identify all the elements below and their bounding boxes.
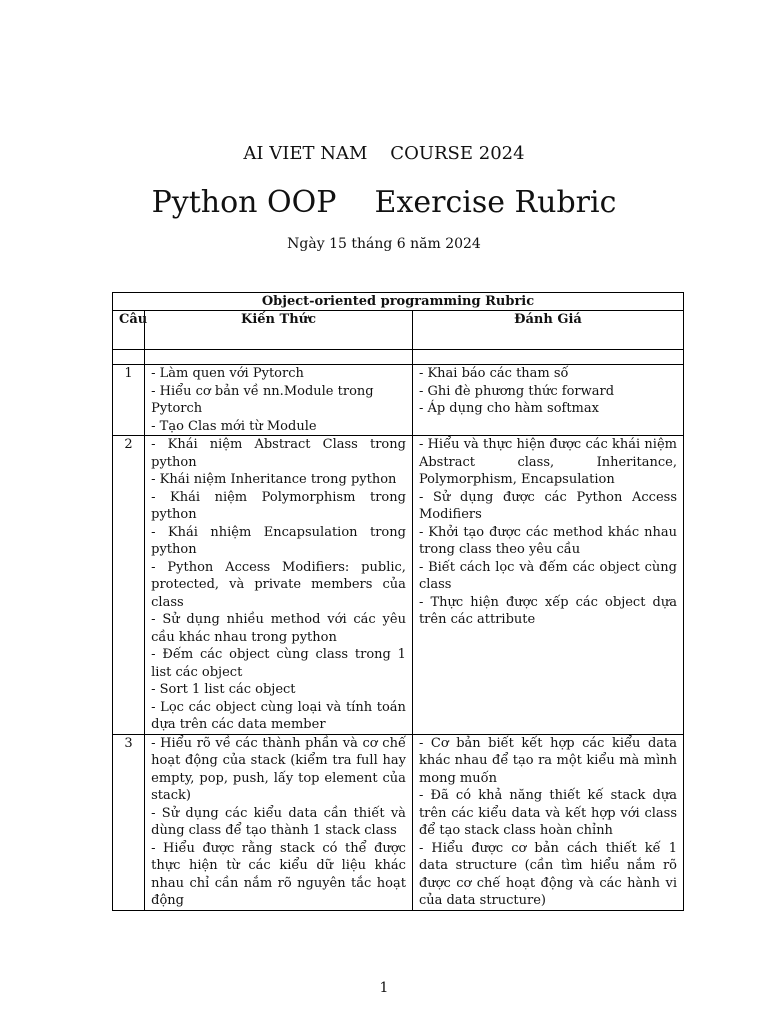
list-item: - Sử dụng được các Python Access Modifiers [418,489,677,522]
list-item: - Khái niệm Polymorphism trong python [151,489,406,522]
table-row [113,365,684,436]
column-header-kien-thuc: Kiến Thức [145,311,413,350]
list-item: - Khai báo các tham số [418,366,569,381]
spacer-cell [113,350,145,365]
list-item: - Lọc các object cùng loại và tính toán dựa trên các data member [151,699,406,732]
header-spacer-row [113,350,684,365]
list-item: - Cơ bản biết kết hợp các kiểu data khác nhau để tạo ra một kiểu mà mình mong muốn [418,735,677,786]
list-item: - Sử dụng nhiều method với các yêu cầu khác nhau trong python [151,612,406,645]
row-number: 1 [113,365,145,436]
table-row [113,734,684,910]
list-item: - Ghi đè phương thức forward [418,383,615,399]
danh-gia-cell [412,365,683,436]
page-number: 1 [379,980,389,996]
list-item: - Hiểu được rằng stack có thể được thực hiện từ các kiểu dữ liệu khác nhau chỉ cần nắm rõ nguyên tắc hoạt động [151,840,406,908]
list-item: - Đã có khả năng thiết kế stack dựa trên các kiểu data và kết hợp với class để tạo stack class hoàn chỉnh [418,788,677,838]
list-item: - Python Access Modifiers: public, protected, và private members của class [151,559,406,610]
list-item: - Áp dụng cho hàm softmax [418,401,599,416]
list-item: - Hiểu cơ bản về nn.Module trong Pytorch [151,383,374,416]
list-item: - Sort 1 list các object [151,682,296,697]
list-item: - Hiểu được cơ bản cách thiết kế 1 data structure (cần tìm hiểu nắm rõ được cơ chế hoạt động và các hành vi của data structure) [418,840,677,908]
list-item: - Hiểu và thực hiện được các khái niệm Abstract class, Inheritance, Polymorphism, Encapsulation [418,437,677,487]
page-title: Python OOP Exercise Rubric [151,185,617,220]
kien-thuc-cell [145,734,413,910]
kien-thuc-cell [145,365,413,436]
column-header-danh-gia: Đánh Giá [412,311,683,350]
list-item: - Khái nhiệm Encapsulation trong python [151,524,406,557]
list-item: - Hiểu rõ về các thành phần và cơ chế hoạt động của stack (kiểm tra full hay empty, pop, push, lấy top element của stack) [151,735,406,803]
column-header-cau: Câu [113,311,145,350]
list-item: - Khái niệm Abstract Class trong python [151,437,406,470]
list-item: - Sử dụng các kiểu data cần thiết và dùng class để tạo thành 1 stack class [151,805,406,838]
list-item: - Biết cách lọc và đếm các object cùng class [418,559,677,592]
document-date: Ngày 15 tháng 6 năm 2024 [287,236,481,252]
course-subtitle: AI VIET NAM COURSE 2024 [243,143,525,164]
row-number: 3 [113,734,145,910]
list-item: - Tạo Clas mới từ Module [151,418,317,434]
list-item: - Khởi tạo được các method khác nhau trong class theo yêu cầu [418,524,677,557]
list-item: - Khái niệm Inheritance trong python [151,472,397,487]
spacer-cell [145,350,413,365]
table-row [113,436,684,735]
list-item: - Thực hiện được xếp các object dựa trên các attribute [418,594,677,627]
row-number: 2 [113,436,145,735]
list-item: - Đếm các object cùng class trong 1 list các object [151,647,406,680]
spacer-cell [412,350,683,365]
kien-thuc-cell [145,436,413,735]
rubric-table [112,292,684,911]
danh-gia-cell [412,734,683,910]
list-item: - Làm quen với Pytorch [151,366,304,381]
danh-gia-cell [412,436,683,735]
table-caption: Object-oriented programming Rubric [113,293,684,311]
